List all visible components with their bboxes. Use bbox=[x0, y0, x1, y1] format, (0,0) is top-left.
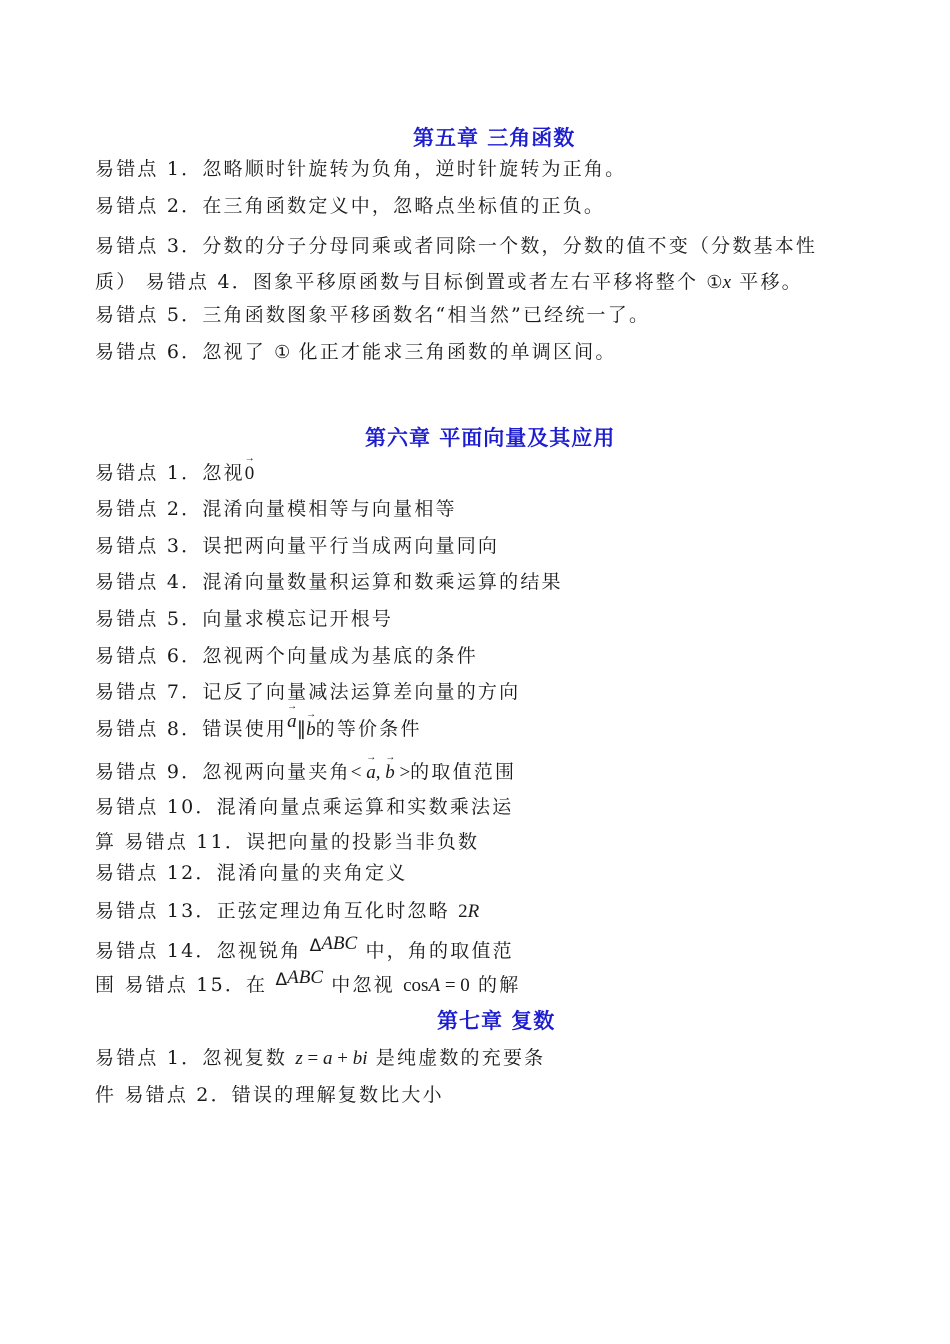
zero-vector: → 0 bbox=[245, 462, 255, 486]
ch6-item-12: 易错点 12．混淆向量的夹角定义 bbox=[95, 862, 408, 884]
ch6-item-9 bbox=[95, 760, 516, 785]
ch6-item-6: 易错点 6．忽视两个向量成为基底的条件 bbox=[95, 645, 478, 667]
ch6-item-8-text-a: 易错点 8．错误使用 bbox=[95, 718, 288, 740]
omega-symbol: ① bbox=[274, 342, 291, 363]
omega-symbol: ① bbox=[706, 272, 723, 293]
ch7-item-1-text-a: 易错点 1．忽视复数 bbox=[95, 1047, 296, 1069]
chapter-5-title: 第五章 三角函数 bbox=[413, 125, 576, 150]
triangle-symbol: Δ bbox=[309, 936, 322, 956]
ch6-item-14-text-b: 中，角的取值范 bbox=[357, 940, 514, 962]
ch5-item-6-text-b: 化正才能求三角函数的单调区间。 bbox=[290, 341, 617, 363]
ch7-item-2: 件 易错点 2．错误的理解复数比大小 bbox=[95, 1084, 444, 1106]
parallel-symbol: ∥ bbox=[296, 719, 307, 740]
vector-a: → a bbox=[366, 761, 376, 785]
vector-a: → a bbox=[287, 710, 297, 734]
ch6-item-5: 易错点 5．向量求模忘记开根号 bbox=[95, 608, 394, 630]
ch6-item-3: 易错点 3．误把两向量平行当成两向量同向 bbox=[95, 535, 500, 557]
abc-label: ABC bbox=[287, 967, 324, 988]
x-variable: x bbox=[722, 272, 731, 293]
ch7-item-1 bbox=[95, 1046, 545, 1071]
ch5-item-6 bbox=[95, 340, 617, 365]
a-variable: a bbox=[323, 1048, 333, 1069]
ch6-item-13-text: 易错点 13．正弦定理边角互化时忽略 bbox=[95, 900, 459, 922]
ch6-item-15-text-c: 的解 bbox=[469, 974, 521, 996]
ch6-item-1-text: 易错点 1．忽视 bbox=[95, 462, 245, 484]
ch5-item-4-text-a: 质） 易错点 4．图象平移原函数与目标倒置或者左右平移将整个 bbox=[95, 271, 707, 293]
ch5-item-2: 易错点 2．在三角函数定义中，忽略点坐标值的正负。 bbox=[95, 195, 606, 217]
ch6-item-1 bbox=[95, 461, 254, 486]
ch6-item-8-text-b: 的等价条件 bbox=[315, 718, 422, 740]
ch6-item-8 bbox=[95, 711, 422, 742]
ch5-item-5: 易错点 5．三角函数图象平移函数名“相当然”已经统一了。 bbox=[95, 304, 651, 326]
ch6-item-14-text-a: 易错点 14．忽视锐角 bbox=[95, 940, 310, 962]
ch7-item-1-text-b: 是纯虚数的充要条 bbox=[367, 1047, 546, 1069]
comma: , bbox=[375, 762, 386, 783]
ch6-item-15-text-b: 中忽视 bbox=[323, 974, 404, 996]
chapter-6-title: 第六章 平面向量及其应用 bbox=[365, 425, 616, 450]
equals-zero: = 0 bbox=[440, 975, 470, 996]
cos-function: cos bbox=[403, 975, 429, 996]
ch6-item-9-text-a: 易错点 9．忽视两向量夹角 bbox=[95, 761, 351, 783]
ch5-item-1: 易错点 1．忽略顺时针旋转为负角，逆时针旋转为正角。 bbox=[95, 158, 627, 180]
two-r: 2R bbox=[458, 901, 480, 922]
ch5-item-3: 易错点 3．分数的分子分母同乘或者同除一个数，分数的值不变（分数基本性 bbox=[95, 235, 818, 257]
ch5-item-6-text-a: 易错点 6．忽视了 bbox=[95, 341, 275, 363]
ch5-item-4-text-b: 平移。 bbox=[731, 271, 803, 293]
ch6-item-13 bbox=[95, 899, 479, 924]
bi-term: bi bbox=[352, 1048, 368, 1069]
ch6-item-9-text-b: 的取值范围 bbox=[410, 761, 517, 783]
angle-a: A bbox=[428, 975, 441, 996]
ch5-item-4 bbox=[95, 270, 803, 295]
ch6-item-15-text-a: 围 易错点 15．在 bbox=[95, 974, 276, 996]
angle-bracket-left: < bbox=[350, 762, 367, 783]
abc-label: ABC bbox=[321, 933, 358, 954]
plus-sign: + bbox=[332, 1048, 353, 1069]
vector-b: → b bbox=[385, 761, 395, 785]
equals-sign: = bbox=[302, 1048, 323, 1069]
ch6-item-4: 易错点 4．混淆向量数量积运算和数乘运算的结果 bbox=[95, 571, 563, 593]
chapter-7-title: 第七章 复数 bbox=[437, 1008, 556, 1033]
ch6-item-11: 算 易错点 11．误把向量的投影当非负数 bbox=[95, 831, 480, 853]
z-variable: z bbox=[295, 1048, 303, 1069]
ch6-item-15 bbox=[95, 967, 521, 998]
triangle-symbol: Δ bbox=[275, 970, 288, 990]
vector-b: → b bbox=[306, 718, 316, 742]
ch6-item-2: 易错点 2．混淆向量模相等与向量相等 bbox=[95, 498, 457, 520]
angle-bracket-right: > bbox=[394, 762, 411, 783]
ch6-item-14 bbox=[95, 933, 514, 964]
ch6-item-7: 易错点 7．记反了向量减法运算差向量的方向 bbox=[95, 681, 521, 703]
ch6-item-10: 易错点 10．混淆向量点乘运算和实数乘法运 bbox=[95, 796, 514, 818]
